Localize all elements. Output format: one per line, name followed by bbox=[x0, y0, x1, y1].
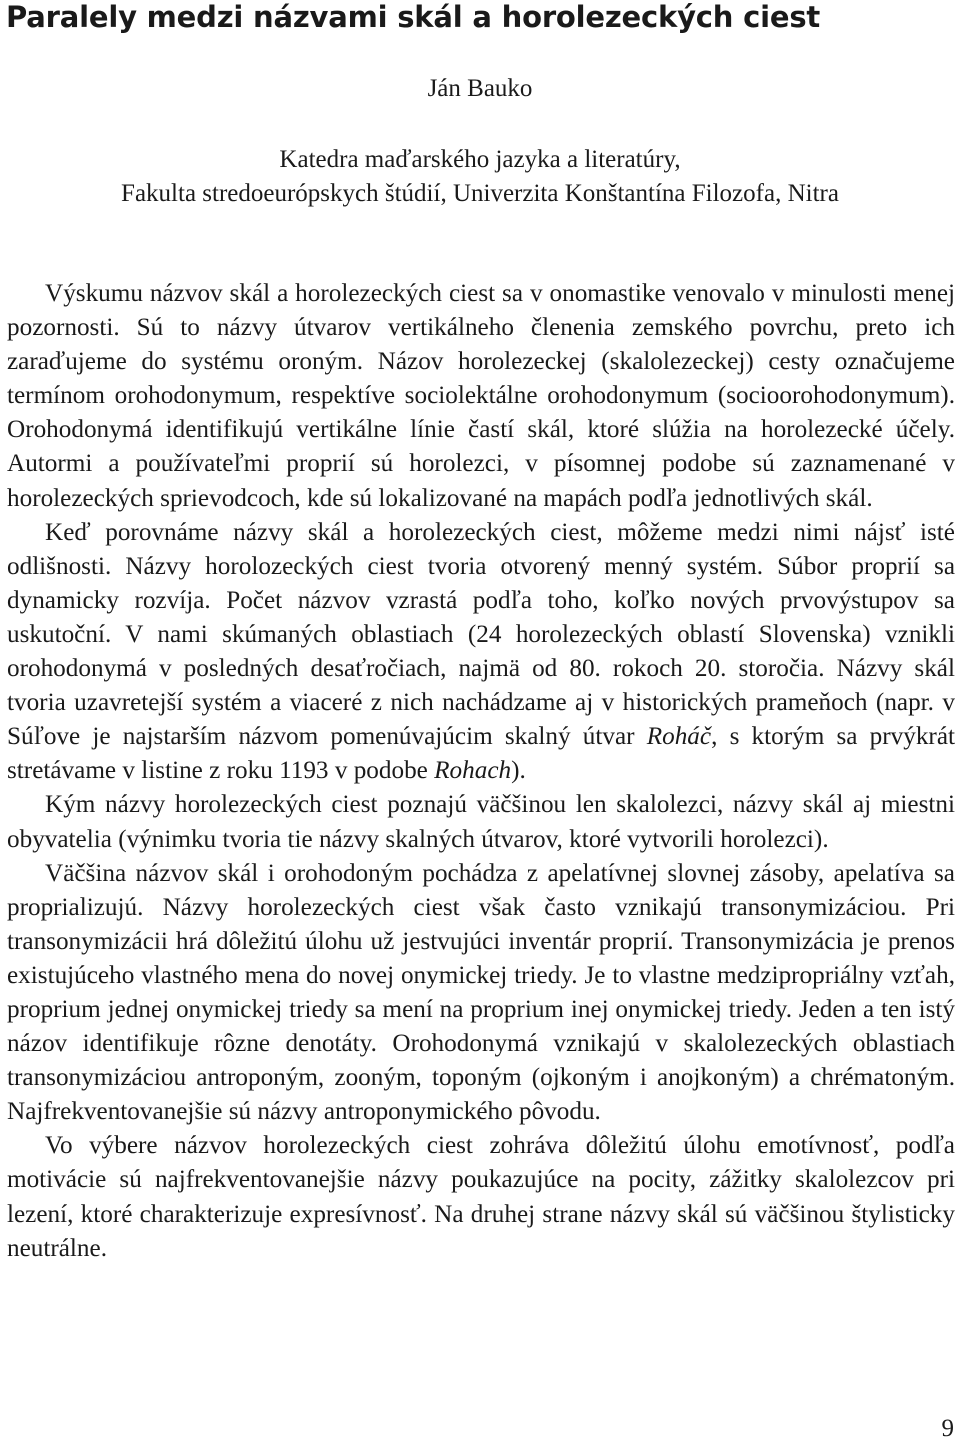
italic-name-rohach: Rohach bbox=[434, 757, 512, 785]
paragraph-emotivity: Vo výbere názvov horolezeckých ciest zohráva dôležitú úlohu emotívnosť, podľa motivácie sú najfrekventovanejšie názvy poukazujúce na pocity, zážitky skalolezcov pri lezení, ktoré charakterizuje expresívnosť. Na druhej strane názvy skál sú väčšinou štylisticky neutrálne. bbox=[7, 1132, 955, 1262]
author-name: Ján Bauko bbox=[427, 75, 533, 102]
author-affiliation bbox=[0, 143, 960, 211]
affiliation-department: Katedra maďarského jazyka a literatúry, bbox=[279, 146, 681, 173]
paragraph-comparison-text: Keď porovnáme názvy skál a horolezeckých ciest, môžeme medzi nimi nájsť isté odlišnosti. Názvy horolozeckých ciest tvoria otvorený menný systém. Súbor proprií sa dynamicky rozvíja. Počet názvov vzrastá podľa toho, koľko nových prvovýstupov sa uskutoční. V nami skúmaných oblastiach (24 horolezeckých oblastí Slovenska) vznikli orohodonymá v posledných desaťročiach, najmä od 80. rokoch 20. storočia. Názvy skál tvoria uzavretejší systém a viaceré z nich nachádzame aj v historických prameňoch (napr. v Súľove je najstarším názvom pomenúvajúcim skalný útvar bbox=[7, 518, 955, 751]
italic-name-rohac: Roháč bbox=[646, 723, 712, 751]
affiliation-faculty: Fakulta stredoeurópskych štúdií, Univerzita Konštantína Filozofa, Nitra bbox=[121, 180, 839, 207]
paragraph-comparison-text-3: ). bbox=[511, 757, 526, 785]
paragraph-comparison bbox=[7, 516, 955, 789]
paragraph-intro: Výskumu názvov skál a horolezeckých ciest sa v onomastike venovalo v minulosti menej pozornosti. Sú to názvy útvarov vertikálneho členenia zemského povrchu, preto ich zaraďujeme do systému oroným. Názov horolezeckej (skalolezeckej) cesty označujeme termínom orohodonymum, respektíve sociolektálne orohodonymum (socioorohodonymum). Orohodonymá identifikujú vertikálne línie častí skál, ktoré slúžia na horolezecké účely. Autormi a používateľmi proprií sú horolezci, v písomnej podobe sú zaznamenané v horolezeckých sprievodcoch, kde sú lokalizované na mapách podľa jednotlivých skál. bbox=[7, 280, 955, 512]
paragraph-knowledge: Kým názvy horolezeckých ciest poznajú väčšinou len skalolezci, názvy skál aj miestni obyvatelia (výnimku tvoria tie názvy skalných útvarov, ktoré vytvorili horolezci). bbox=[7, 791, 955, 853]
paragraph-comparison-text-2: , s ktorým sa prvýkrát stretávame v listine z roku 1193 v podobe bbox=[7, 723, 955, 785]
page-number: 9 bbox=[941, 1415, 954, 1442]
article-body bbox=[7, 277, 955, 1266]
paragraph-transonymization: Väčšina názvov skál i orohodoným pochádza z apelatívnej slovnej zásoby, apelatíva sa proprializujú. Názvy horolezeckých ciest však často vznikajú transonymizáciou. Pri transonymizácii hrá dôležitú úlohu už jestvujúci inventár proprií. Transonymizácia je prenos existujúceho vlastného mena do novej onymickej triedy. Je to vlastne medzipropriálny vzťah, proprium jednej onymickej triedy sa mení na proprium inej onymickej triedy. Jeden a ten istý názov identifikuje rôzne denotáty. Orohodonymá vznikajú v skalolezeckých oblastiach transonymizáciou antroponým, zooným, toponým (ojkoným i anojkoným) a chrématoným. Najfrekventovanejšie sú názvy antroponymického pôvodu. bbox=[7, 859, 955, 1126]
paper-title: Paralely medzi názvami skál a horolezeckých ciest bbox=[6, 0, 821, 34]
